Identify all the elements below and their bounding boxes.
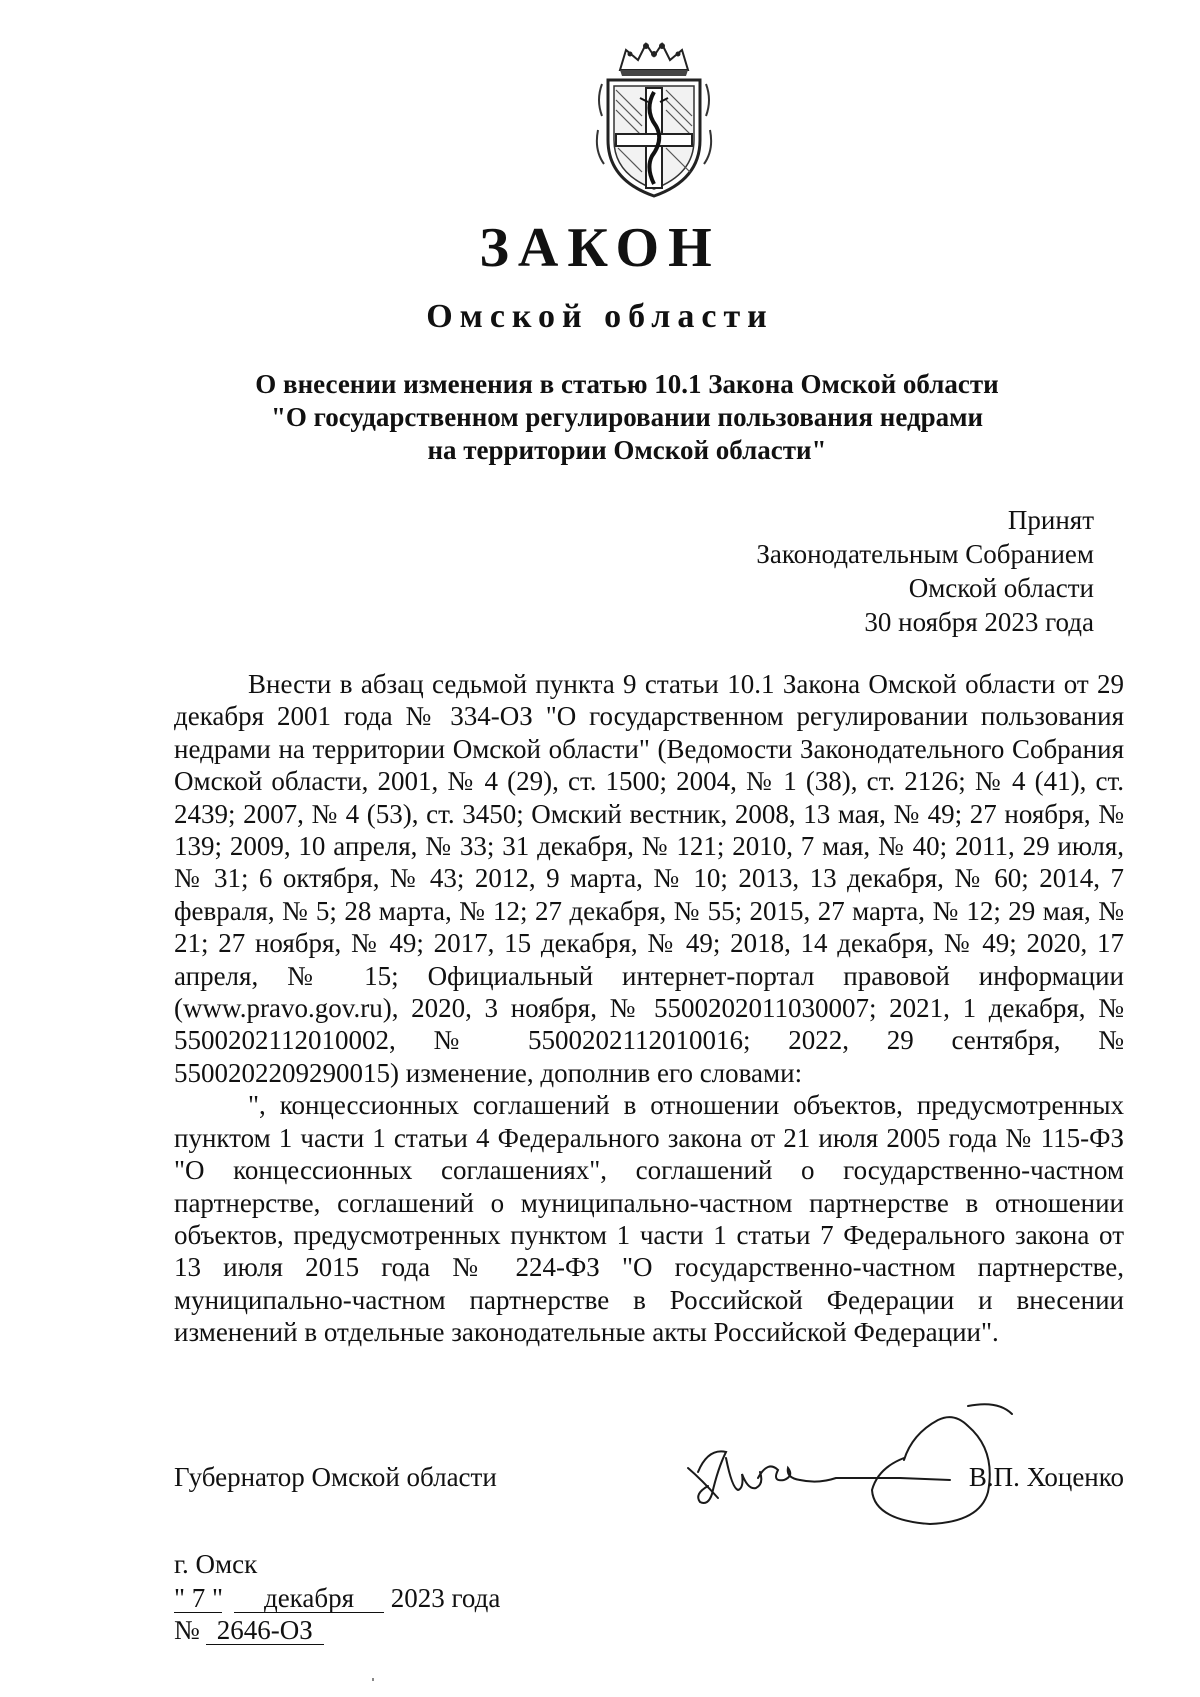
document-title: ЗАКОН — [479, 217, 721, 279]
law-name — [160, 368, 1094, 467]
date-quote-open: " — [174, 1583, 186, 1613]
law-name-line: О внесении изменения в статью 10.1 Закона Омской области — [255, 369, 999, 399]
law-number — [174, 1615, 324, 1646]
law-number-value: 2646-ОЗ — [206, 1616, 324, 1645]
signing-day: 7 — [191, 1583, 206, 1613]
scan-artifact — [372, 1678, 374, 1681]
signing-month: декабря — [234, 1584, 384, 1613]
adoption-date: 30 ноября 2023 года — [864, 607, 1094, 637]
body-paragraph: Внести в абзац седьмой пункта 9 статьи 10.1 Закона Омской области от 29 декабря 2001 года № 334-ОЗ "О государственном регулировании пользования недрами на территории Омской области" (Ведомости Законодательного Собрания Омской области, 2001, № 4 (29), ст. 1500; 2004, № 1 (38), ст. 2126; № 4 (41), ст. 2439; 2007, № 4 (53), ст. 3450; Омский вестник, 2008, 13 мая, № 49; 27 ноября, № 139; 2009, 10 апреля, № 33; 31 декабря, № 121; 2010, 7 мая, № 40; 2011, 29 июля, № 31; 6 октября, № 43; 2012, 9 марта, № 10; 2013, 13 декабря, № 60; 2014, 7 февраля, № 5; 28 марта, № 12; 27 декабря, № 55; 2015, 27 марта, № 12; 29 мая, № 21; 27 ноября, № 49; 2017, 15 декабря, № 49; 2018, 14 декабря, № 49; 2020, 17 апреля, № 15; Официальный интернет-портал правовой информации (www.pravo.gov.ru), 2020, 3 ноября, № 5500202011030007; 2021, 1 декабря, № 5500202112010002, № 5500202112010016; 2022, 29 сентября, № 5500202209290015) изменение, дополнив его словами: — [174, 669, 1124, 1088]
body-paragraph: ", концессионных соглашений в отношении объектов, предусмотренных пунктом 1 части 1 статьи 4 Федерального закона от 21 июля 2005 года № 115-ФЗ "О концессионных соглашениях", соглашений о государственно-частном партнерстве, соглашений о муниципально-частном партнерстве в отношении объектов, предусмотренных пунктом 1 части 1 статьи 7 Федерального закона от 13 июля 2015 года № 224-ФЗ "О государственно-частном партнерстве, муниципально-частном партнерстве в Российской Федерации и внесении изменений в отдельные законодательные акты Российской Федерации". — [174, 1090, 1124, 1348]
adoption-block — [756, 503, 1094, 639]
number-sign: № — [174, 1615, 200, 1645]
signing-day-field — [174, 1584, 222, 1613]
signing-year: 2023 года — [390, 1583, 501, 1613]
signatory-name: В.П. Хоценко — [968, 1462, 1124, 1492]
adoption-line: Принят — [1007, 505, 1094, 535]
signing-date — [174, 1583, 500, 1614]
signature-block — [174, 1440, 1124, 1500]
place-of-signing: г. Омск — [174, 1549, 258, 1579]
document-body — [174, 668, 1124, 1349]
date-quote-close: " — [212, 1583, 224, 1613]
law-name-line: на территории Омской области" — [427, 435, 827, 465]
coat-of-arms-icon — [586, 40, 722, 200]
signatory-title: Губернатор Омской области — [174, 1462, 497, 1492]
adoption-line: Омской области — [908, 573, 1094, 603]
law-name-line: "О государственном регулировании пользования недрами — [270, 402, 984, 432]
document-subtitle: Омской области — [426, 298, 774, 335]
adoption-line: Законодательным Собранием — [756, 539, 1094, 569]
